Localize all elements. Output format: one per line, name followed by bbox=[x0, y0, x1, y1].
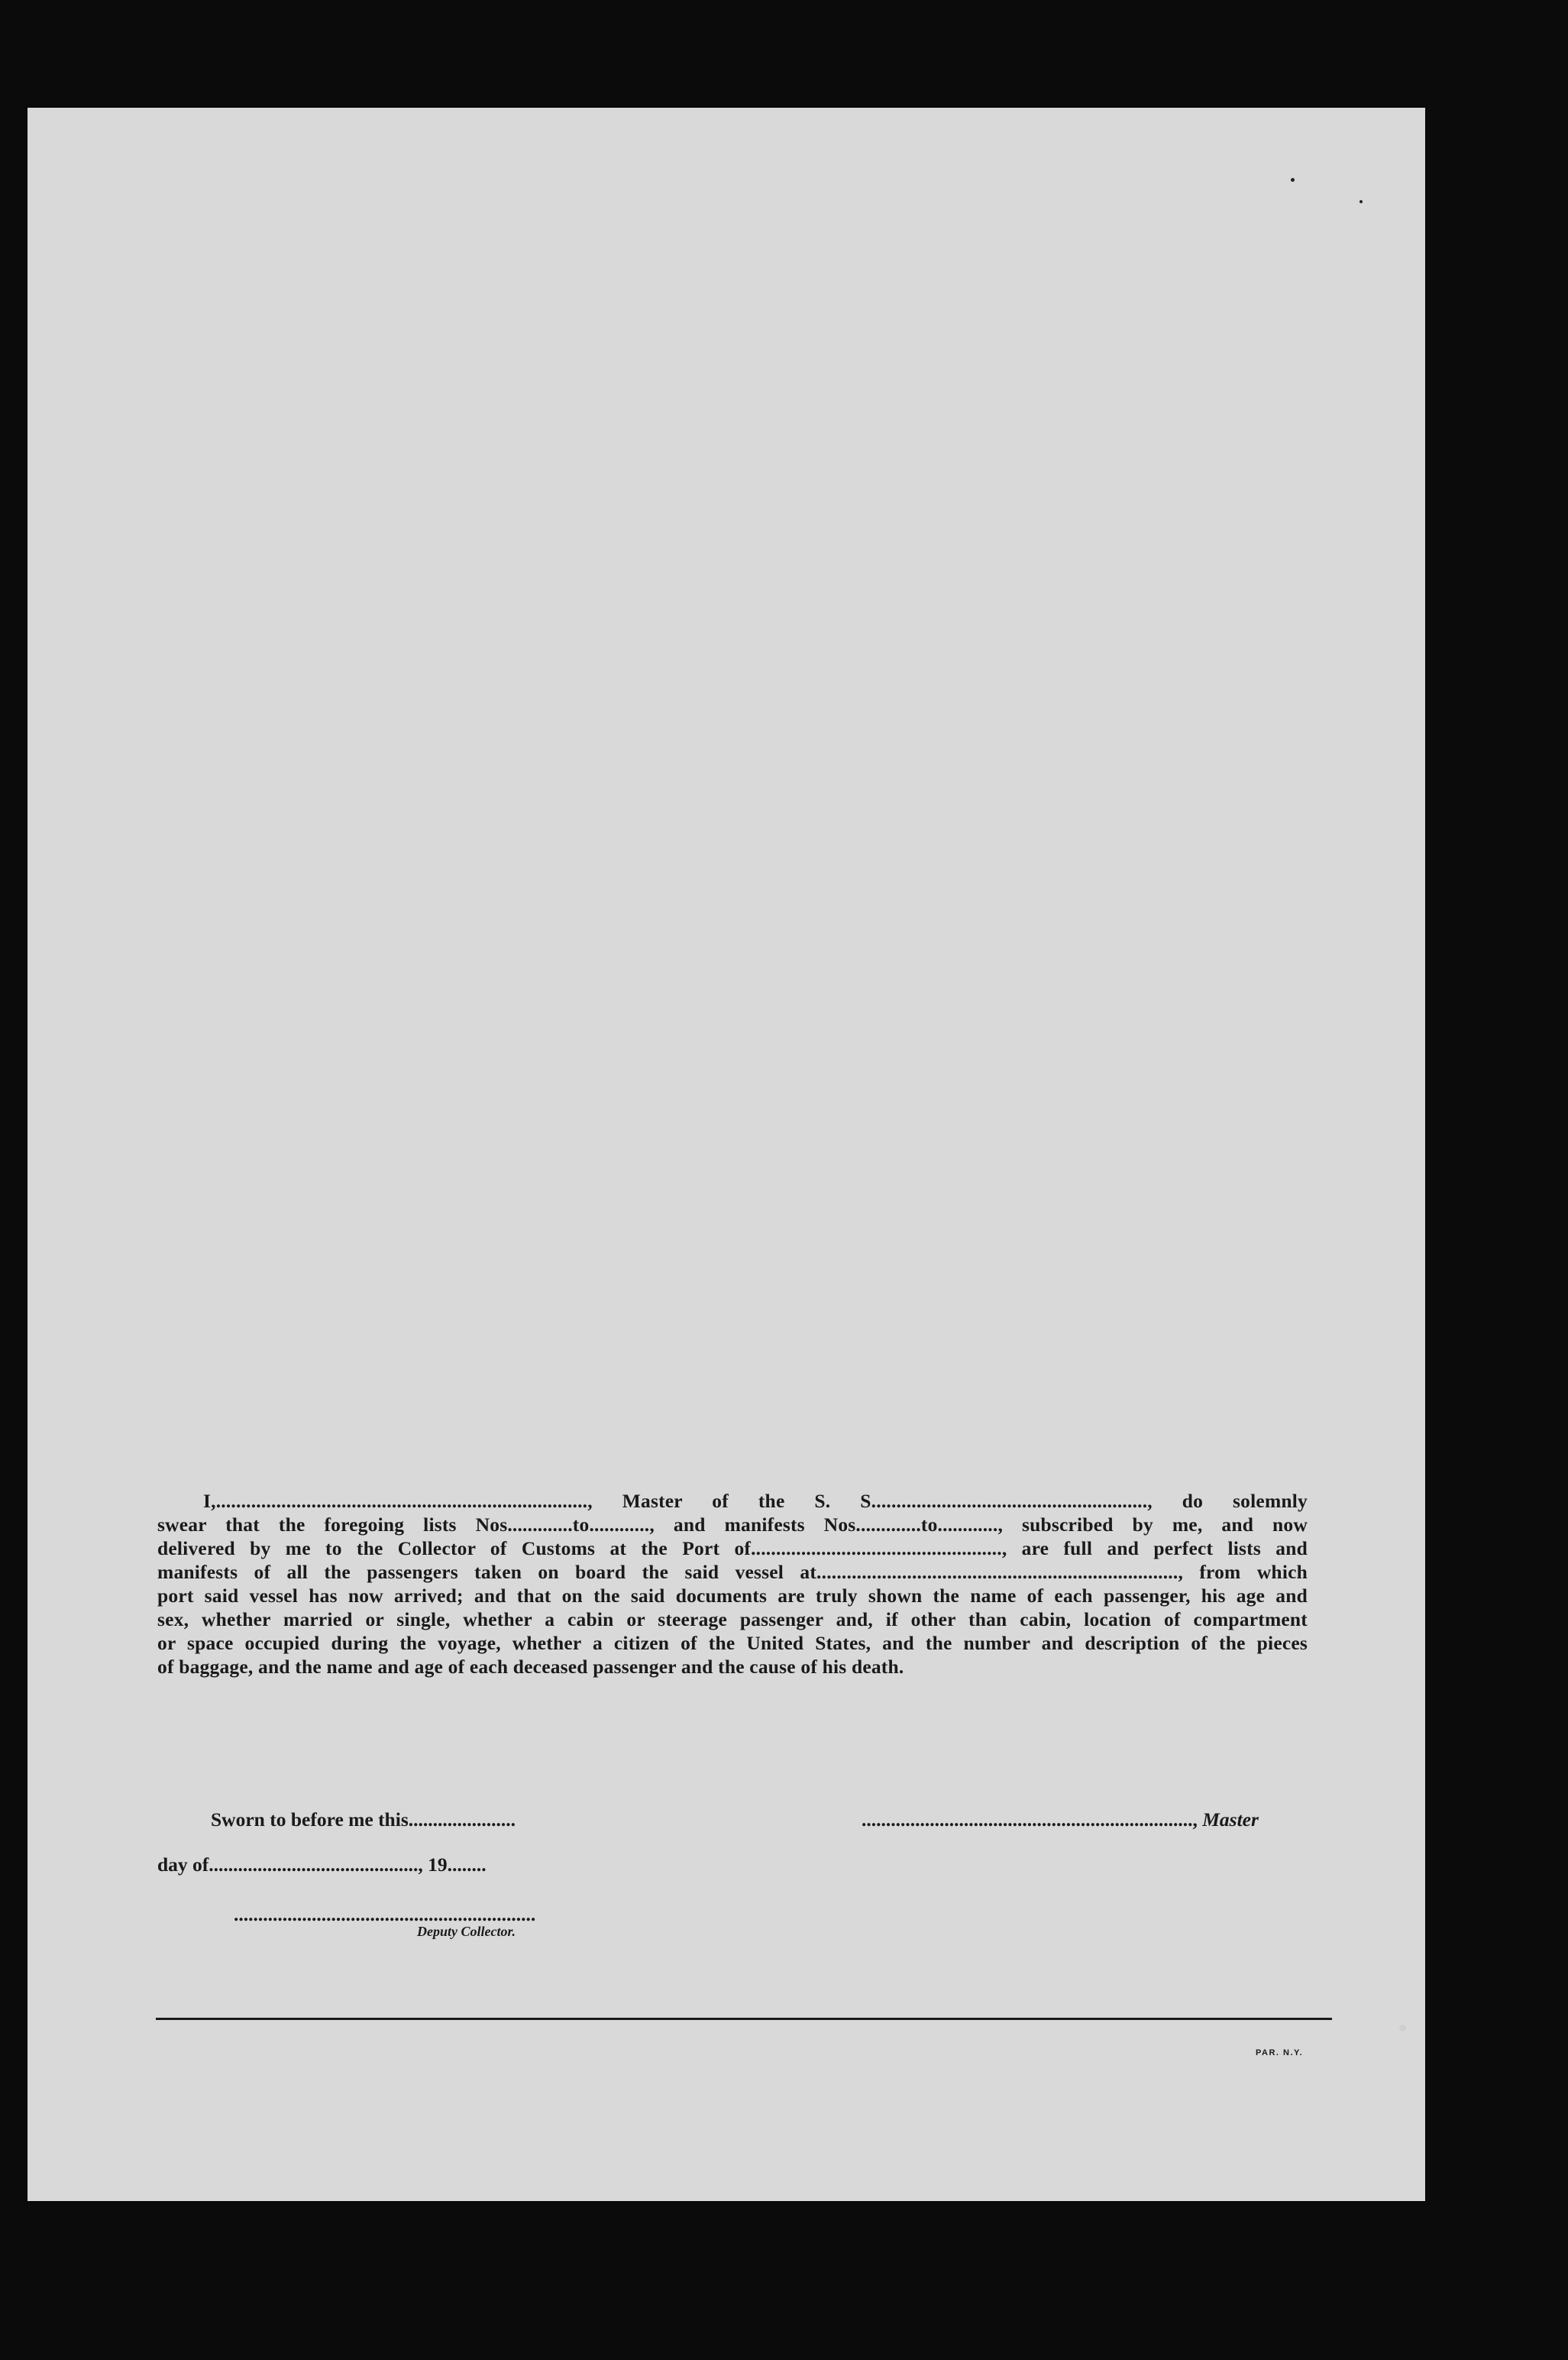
printer-mark: PAR. N.Y. bbox=[1256, 2048, 1304, 2057]
oath-line-7: or space occupied during the voyage, whether a citizen of the United States, and the number and description of the pieces bbox=[157, 1632, 1308, 1654]
film-speck bbox=[1399, 2025, 1406, 2031]
day-of-line: day of..........................................., 19........ bbox=[157, 1853, 487, 1876]
sworn-before-line: Sworn to before me this...................... bbox=[211, 1808, 516, 1831]
oath-line-6: sex, whether married or single, whether a cabin or steerage passenger and, if other than cabin, location of compartment bbox=[157, 1608, 1308, 1630]
deputy-collector-label: Deputy Collector. bbox=[417, 1924, 516, 1939]
oath-line-4: manifests of all the passengers taken on board the said vessel at........................................................................, from which bbox=[157, 1561, 1308, 1583]
oath-line-2: swear that the foregoing lists Nos.............to............, and manifests Nos.............to............, subscribed by me, and now bbox=[157, 1513, 1308, 1536]
film-speck bbox=[1359, 200, 1363, 203]
master-signature-line bbox=[862, 1808, 1259, 1831]
deputy-signature-dots: .............................................................. bbox=[234, 1903, 536, 1925]
manifest-back-page bbox=[27, 108, 1425, 2201]
oath-line-5: port said vessel has now arrived; and that on the said documents are truly shown the name of each passenger, his age and bbox=[157, 1585, 1308, 1607]
master-signature-dots: ...................................................................., bbox=[862, 1808, 1203, 1831]
film-speck bbox=[1291, 178, 1295, 182]
bottom-rule bbox=[156, 2018, 1332, 2020]
oath-line-1: I,.........................................................................., Master of the S. S......................................................., do solemnly bbox=[203, 1490, 1308, 1512]
oath-line-8: of baggage, and the name and age of each deceased passenger and the cause of his death. bbox=[157, 1656, 904, 1678]
master-oath-paragraph bbox=[157, 1489, 1308, 1679]
oath-line-3: delivered by me to the Collector of Customs at the Port of.................................................., are full and perfect lists and bbox=[157, 1537, 1308, 1559]
master-label: Master bbox=[1202, 1808, 1259, 1831]
